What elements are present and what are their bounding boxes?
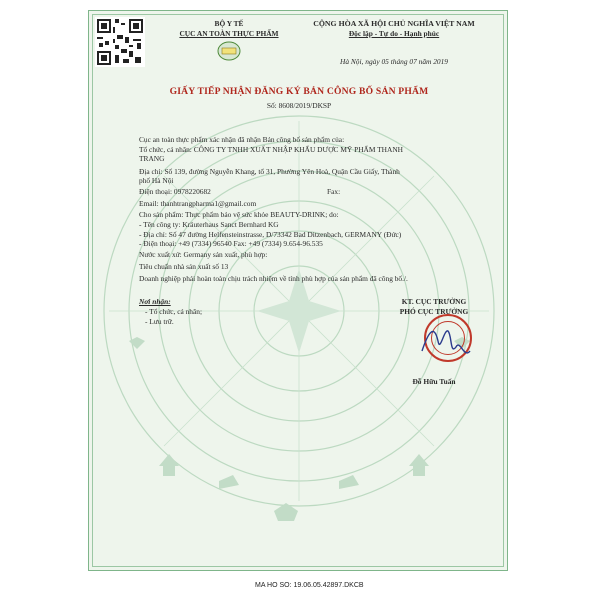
responsibility-statement: Doanh nghiệp phải hoàn toàn chịu trách nhiệm về tính phù hợp của sản phẩm đã công bố./. [139, 274, 408, 283]
country-name: CỘNG HÒA XÃ HỘI CHỦ NGHĨA VIỆT NAM [313, 19, 475, 28]
handwritten-signature [414, 311, 474, 371]
certificate-document [88, 10, 508, 571]
ministry-name: BỘ Y TẾ [214, 19, 244, 28]
motto: Độc lập - Tự do - Hạnh phúc [348, 29, 440, 38]
place-date: Hà Nội, ngày 05 tháng 07 năm 2019 [340, 57, 448, 66]
origin: Nước xuất xứ: Germany sản xuất, phù hợp: [139, 250, 268, 259]
organization-line2: TRANG [139, 154, 165, 163]
dossier-code: MA HO SO: 19.06.05.42897.DKCB [255, 582, 364, 589]
agency-name: CỤC AN TOÀN THỰC PHẨM [179, 29, 279, 38]
company-address: - Địa chỉ: Số 47 đường Helfensteinstrasse, D/73342 Bad Ditzenbach, GERMANY (Đức) [139, 230, 402, 239]
signature-title: KT. CỤC TRƯỞNG [401, 297, 467, 306]
email: Email: thanhtrangpharma1@gmail.com [139, 199, 257, 208]
signature-subtitle: PHÓ CỤC TRƯỞNG [399, 307, 469, 316]
signer-name: Đỗ Hữu Tuấn [412, 377, 456, 386]
organization-line1: Tổ chức, cá nhân: CÔNG TY TNHH XUẤT NHẬP KHẨU DƯỢC MỸ PHẨM THANH [139, 145, 404, 154]
vfa-logo [217, 41, 241, 61]
phone: Điện thoại: 0978220682 [139, 187, 211, 196]
fax: Fax: [327, 187, 341, 196]
company-phone: - Điện thoại: +49 (7334) 96540 Fax: +49 (7334) 9.654-96.535 [139, 239, 323, 248]
document-title: GIẤY TIẾP NHẬN ĐĂNG KÝ BẢN CÔNG BỐ SẢN PHẨM [169, 86, 429, 97]
recipient-item: - Tổ chức, cá nhân; [145, 307, 203, 316]
recipient-item: - Lưu trữ. [145, 317, 174, 326]
product: Cho sản phẩm: Thực phẩm bảo vệ sức khỏe BEAUTY-DRINK; do: [139, 210, 339, 219]
standard: Tiêu chuẩn nhà sản xuất số 13 [139, 262, 229, 271]
document-number: Số: 8608/2019/DKSP [266, 101, 332, 110]
company-name: - Tên công ty: Kräuterhaus Sanct Bernhard KG [139, 220, 279, 229]
address-line2: phố Hà Nội [139, 176, 174, 185]
qr-code [95, 17, 145, 67]
recipients-heading: Nơi nhận: [139, 297, 171, 306]
address-line1: Địa chỉ: Số 139, đường Nguyễn Khang, tổ 31, Phường Yên Hoà, Quận Cầu Giấy, Thành [139, 167, 400, 176]
intro-text: Cục an toàn thực phẩm xác nhận đã nhận Bản công bố sản phẩm của: [139, 135, 345, 144]
